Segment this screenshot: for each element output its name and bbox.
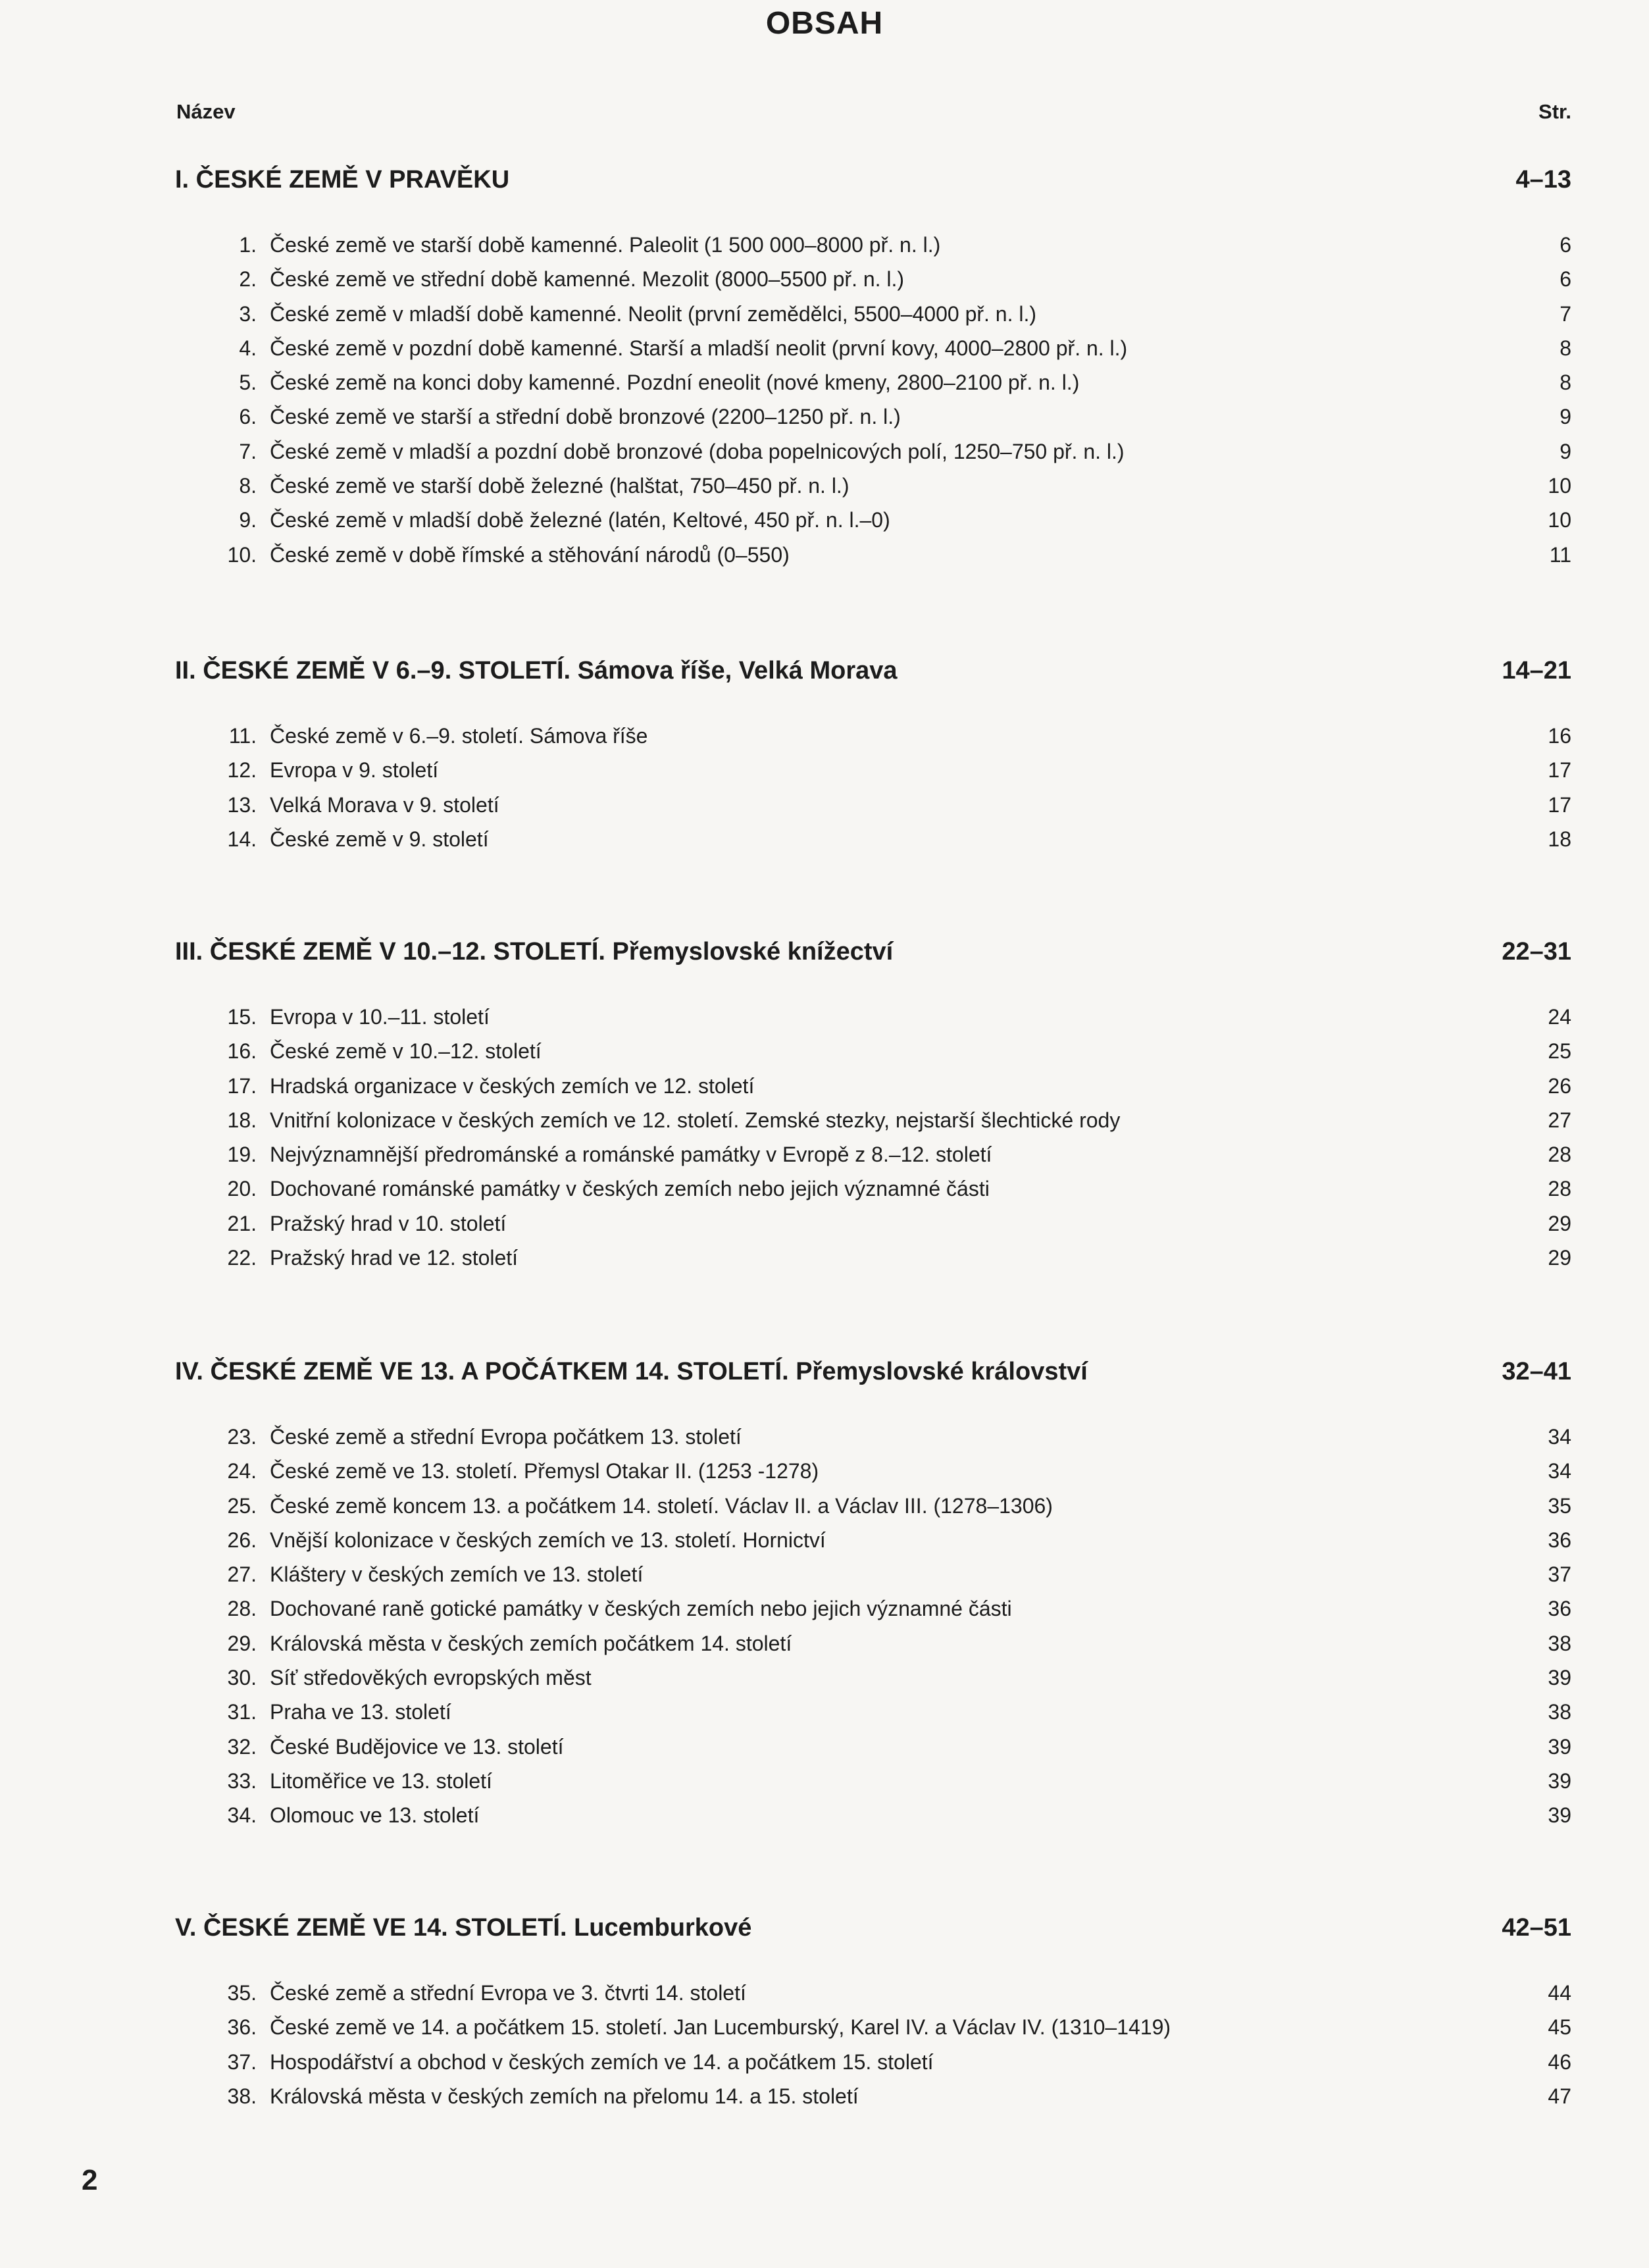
entry-number: 22. [227, 1246, 257, 1270]
entry-list [0, 233, 1649, 577]
entry-title: Evropa v 10.–11. století [270, 1005, 490, 1029]
section-page-range: 14–21 [1502, 657, 1571, 684]
entry-page: 29 [1548, 1211, 1571, 1235]
entry-page: 11 [1549, 542, 1571, 567]
entry-page: 36 [1548, 1597, 1571, 1621]
section-page-range: 22–31 [1502, 938, 1571, 966]
entry-number: 16. [227, 1039, 257, 1064]
entry-number: 34. [227, 1803, 257, 1828]
entry-number: 9. [239, 508, 257, 532]
toc-entry [0, 2050, 1649, 2084]
entry-title: České země v pozdní době kamenné. Starší a mladší neolit (první kovy, 4000–2800 př. n. l.) [270, 336, 1128, 360]
section-title: I. ČESKÉ ZEMĚ V PRAVĚKU [175, 166, 510, 193]
entry-title: České země ve střední době kamenné. Mezolit (8000–5500 př. n. l.) [270, 267, 905, 292]
toc-entry [0, 1562, 1649, 1597]
toc-entry [0, 1632, 1649, 1666]
section-title: IV. ČESKÉ ZEMĚ VE 13. A POČÁTKEM 14. STOLETÍ. Přemyslovské království [175, 1358, 1088, 1385]
entry-page: 34 [1548, 1425, 1571, 1449]
section-page-range: 4–13 [1515, 166, 1571, 193]
entry-number: 37. [227, 2049, 257, 2074]
section-heading [0, 1358, 1649, 1397]
entry-page: 39 [1548, 1666, 1571, 1690]
entry-page: 39 [1548, 1734, 1571, 1759]
entry-number: 18. [227, 1108, 257, 1132]
entry-title: České země na konci doby kamenné. Pozdní eneolit (nové kmeny, 2800–2100 př. n. l.) [270, 371, 1080, 395]
entry-title: Vnitřní kolonizace v českých zemích ve 12. století. Zemské stezky, nejstarší šlechtické rody [270, 1108, 1121, 1132]
entry-title: České země v 9. století [270, 827, 489, 851]
toc-entry [0, 1039, 1649, 1073]
entry-number: 21. [227, 1211, 257, 1235]
toc-entry [0, 371, 1649, 405]
entry-page: 46 [1548, 2049, 1571, 2074]
toc-entry [0, 1666, 1649, 1700]
toc-entry [0, 508, 1649, 542]
page-column-header: Str. [1538, 100, 1571, 123]
entry-number: 30. [227, 1666, 257, 1690]
entry-number: 12. [227, 758, 257, 783]
toc-entry [0, 2015, 1649, 2049]
toc-entry [0, 1597, 1649, 1631]
entry-number: 5. [239, 371, 257, 395]
entry-title: České země ve starší době kamenné. Paleolit (1 500 000–8000 př. n. l.) [270, 233, 941, 257]
entry-number: 35. [227, 1981, 257, 2005]
toc-entry [0, 1528, 1649, 1562]
toc-entry [0, 1143, 1649, 1177]
entry-number: 19. [227, 1143, 257, 1167]
entry-number: 10. [227, 542, 257, 567]
entry-page: 8 [1560, 336, 1571, 360]
toc-section [0, 657, 1649, 862]
entry-number: 8. [239, 474, 257, 498]
entry-title: Královská města v českých zemích počátkem 14. století [270, 1631, 792, 1655]
toc-section [0, 166, 1649, 577]
entry-page: 35 [1548, 1493, 1571, 1518]
entry-page: 36 [1548, 1528, 1571, 1552]
entry-page: 24 [1548, 1005, 1571, 1029]
name-column-header: Název [176, 100, 236, 123]
entry-title: Olomouc ve 13. století [270, 1803, 480, 1828]
entry-number: 2. [239, 267, 257, 292]
entry-page: 10 [1548, 508, 1571, 532]
entry-title: České země v mladší době železné (latén, Keltové, 450 př. n. l.–0) [270, 508, 890, 532]
entry-list [0, 1981, 1649, 2119]
section-page-range: 32–41 [1502, 1358, 1571, 1385]
entry-title: Vnější kolonizace v českých zemích ve 13. století. Hornictví [270, 1528, 826, 1552]
entry-title: České země ve 13. století. Přemysl Otakar II. (1253 -1278) [270, 1459, 819, 1483]
toc-entry [0, 1981, 1649, 2015]
entry-title: České země v mladší době kamenné. Neolit (první zemědělci, 5500–4000 př. n. l.) [270, 301, 1037, 326]
entry-title: Hradská organizace v českých zemích ve 12. století [270, 1073, 755, 1098]
entry-number: 38. [227, 2084, 257, 2108]
entry-page: 39 [1548, 1768, 1571, 1793]
toc-section [0, 1358, 1649, 1838]
toc-entry [0, 758, 1649, 792]
entry-page: 44 [1548, 1981, 1571, 2005]
entry-page: 25 [1548, 1039, 1571, 1064]
toc-entry [0, 1425, 1649, 1459]
entry-title: České Budějovice ve 13. století [270, 1734, 564, 1759]
entry-page: 17 [1548, 792, 1571, 817]
section-title: III. ČESKÉ ZEMĚ V 10.–12. STOLETÍ. Přemyslovské knížectví [175, 938, 894, 966]
toc-entry [0, 827, 1649, 862]
entry-title: Kláštery v českých zemích ve 13. století [270, 1562, 644, 1587]
entry-page: 37 [1548, 1562, 1571, 1587]
entry-title: Velká Morava v 9. století [270, 792, 499, 817]
entry-page: 8 [1560, 371, 1571, 395]
entry-number: 17. [227, 1073, 257, 1098]
entry-number: 11. [228, 724, 257, 748]
toc-entry [0, 1246, 1649, 1280]
entry-page: 27 [1548, 1108, 1571, 1132]
entry-page: 6 [1560, 267, 1571, 292]
entry-page: 17 [1548, 758, 1571, 783]
entry-page: 39 [1548, 1803, 1571, 1828]
entry-title: České země v mladší a pozdní době bronzové (doba popelnicových polí, 1250–750 př. n. l.) [270, 439, 1125, 463]
toc-entry [0, 267, 1649, 301]
entry-number: 31. [227, 1700, 257, 1724]
toc-entry [0, 1212, 1649, 1246]
entry-title: Nejvýznamnější předrománské a románské památky v Evropě z 8.–12. století [270, 1143, 992, 1167]
entry-page: 38 [1548, 1631, 1571, 1655]
entry-page: 9 [1560, 405, 1571, 429]
entry-number: 15. [227, 1005, 257, 1029]
toc-entry [0, 543, 1649, 577]
section-heading [0, 657, 1649, 696]
entry-title: Litoměřice ve 13. století [270, 1768, 492, 1793]
entry-number: 4. [239, 336, 257, 360]
entry-page: 28 [1548, 1143, 1571, 1167]
section-title: II. ČESKÉ ZEMĚ V 6.–9. STOLETÍ. Sámova říše, Velká Morava [175, 657, 898, 684]
entry-number: 6. [239, 405, 257, 429]
entry-list [0, 724, 1649, 862]
entry-number: 28. [227, 1597, 257, 1621]
entry-title: Hospodářství a obchod v českých zemích ve 14. a počátkem 15. století [270, 2049, 934, 2074]
entry-number: 25. [227, 1493, 257, 1518]
toc-entry [0, 2084, 1649, 2119]
entry-page: 38 [1548, 1700, 1571, 1724]
entry-title: České země koncem 13. a počátkem 14. století. Václav II. a Václav III. (1278–1306) [270, 1493, 1053, 1518]
toc-entry [0, 336, 1649, 371]
entry-page: 28 [1548, 1177, 1571, 1201]
entry-title: České země ve 14. a počátkem 15. století. Jan Lucemburský, Karel IV. a Václav IV. (1310–1419) [270, 2015, 1171, 2040]
toc-entry [0, 1494, 1649, 1528]
entry-list [0, 1425, 1649, 1838]
entry-number: 29. [227, 1631, 257, 1655]
entry-page: 18 [1548, 827, 1571, 851]
entry-page: 6 [1560, 233, 1571, 257]
entry-number: 20. [227, 1177, 257, 1201]
toc-entry [0, 1803, 1649, 1838]
section-heading [0, 938, 1649, 977]
entry-title: České země ve starší a střední době bronzové (2200–1250 př. n. l.) [270, 405, 901, 429]
toc-entry [0, 724, 1649, 758]
entry-page: 47 [1548, 2084, 1571, 2108]
section-heading [0, 166, 1649, 205]
entry-number: 36. [227, 2015, 257, 2040]
entry-title: České země ve starší době železné (halštat, 750–450 př. n. l.) [270, 474, 850, 498]
entry-page: 26 [1548, 1073, 1571, 1098]
entry-title: České země a střední Evropa ve 3. čtvrti 14. století [270, 1981, 746, 2005]
entry-title: České země a střední Evropa počátkem 13. století [270, 1425, 742, 1449]
entry-number: 24. [227, 1459, 257, 1483]
entry-title: Dochované raně gotické památky v českých zemích nebo jejich významné části [270, 1597, 1012, 1621]
toc-entry [0, 1459, 1649, 1493]
toc-entry [0, 474, 1649, 508]
entry-page: 9 [1560, 439, 1571, 463]
toc-section [0, 938, 1649, 1280]
entry-title: Dochované románské památky v českých zemích nebo jejich významné části [270, 1177, 990, 1201]
section-page-range: 42–51 [1502, 1914, 1571, 1942]
toc-section [0, 1914, 1649, 2119]
toc-entry [0, 1074, 1649, 1108]
page-title: OBSAH [765, 6, 884, 41]
entry-title: České země v 10.–12. století [270, 1039, 542, 1064]
toc-entry [0, 1700, 1649, 1734]
section-title: V. ČESKÉ ZEMĚ VE 14. STOLETÍ. Lucemburkové [175, 1914, 752, 1942]
entry-number: 27. [227, 1562, 257, 1587]
entry-title: Pražský hrad v 10. století [270, 1211, 507, 1235]
entry-title: Síť středověkých evropských měst [270, 1666, 592, 1690]
entry-list [0, 1005, 1649, 1280]
entry-title: Evropa v 9. století [270, 758, 439, 783]
toc-entry [0, 1005, 1649, 1039]
entry-number: 3. [239, 301, 257, 326]
entry-title: České země v době římské a stěhování národů (0–550) [270, 542, 790, 567]
entry-page: 10 [1548, 474, 1571, 498]
toc-entry [0, 793, 1649, 827]
entry-title: Královská města v českých zemích na přelomu 14. a 15. století [270, 2084, 859, 2108]
entry-page: 29 [1548, 1246, 1571, 1270]
entry-title: Praha ve 13. století [270, 1700, 451, 1724]
entry-title: České země v 6.–9. století. Sámova říše [270, 724, 648, 748]
toc-entry [0, 1769, 1649, 1803]
entry-number: 1. [239, 233, 257, 257]
toc-entry [0, 440, 1649, 474]
entry-number: 26. [227, 1528, 257, 1552]
toc-entry [0, 1108, 1649, 1143]
page-number: 2 [82, 2164, 98, 2196]
entry-page: 45 [1548, 2015, 1571, 2040]
entry-page: 34 [1548, 1459, 1571, 1483]
entry-number: 13. [227, 792, 257, 817]
toc-entry [0, 1735, 1649, 1769]
entry-number: 33. [227, 1768, 257, 1793]
entry-number: 14. [227, 827, 257, 851]
toc-entry [0, 233, 1649, 267]
section-heading [0, 1914, 1649, 1953]
toc-entry [0, 405, 1649, 439]
entry-title: Pražský hrad ve 12. století [270, 1246, 519, 1270]
entry-page: 7 [1560, 301, 1571, 326]
entry-number: 23. [227, 1425, 257, 1449]
entry-number: 7. [239, 439, 257, 463]
toc-entry [0, 1177, 1649, 1211]
entry-page: 16 [1548, 724, 1571, 748]
entry-number: 32. [227, 1734, 257, 1759]
toc-entry [0, 302, 1649, 336]
